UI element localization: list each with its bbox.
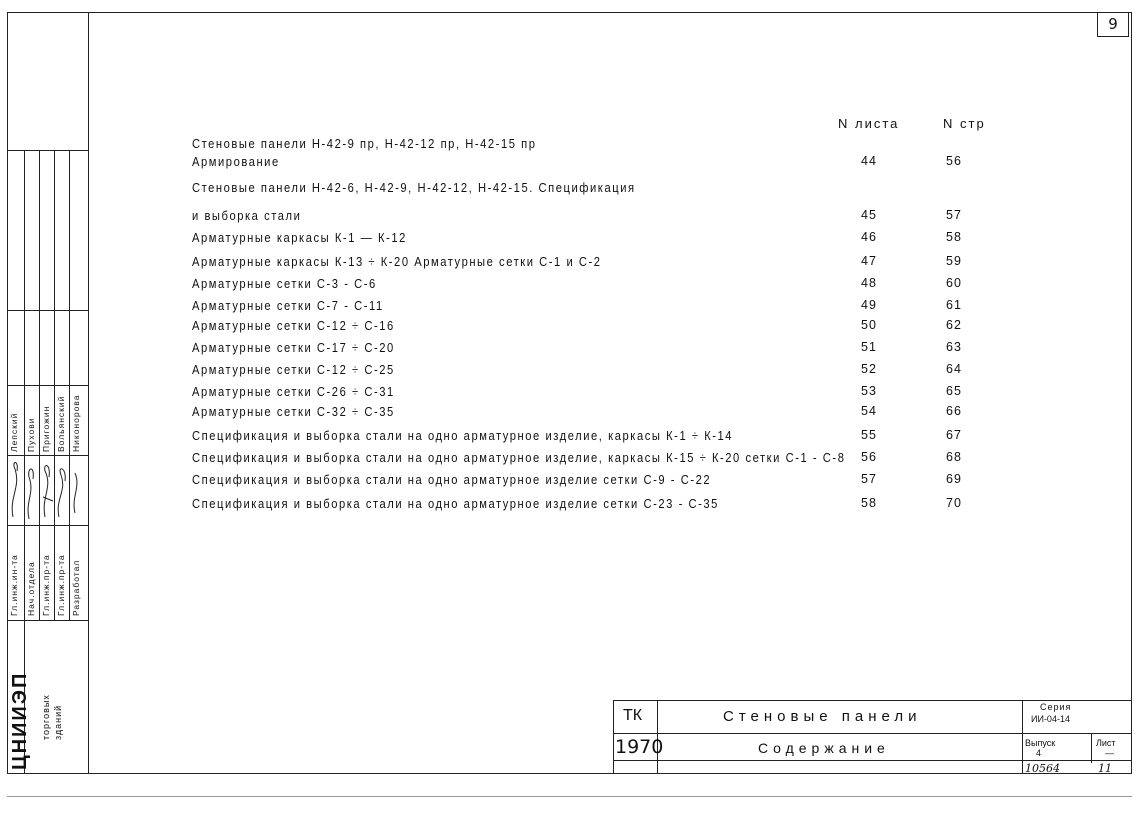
contents-row-sheet: 51 <box>861 340 877 354</box>
contents-row-title: Спецификация и выборка стали на одно арматурное изделие, каркасы К-1 ÷ К-14 <box>192 428 734 443</box>
issue-label: Выпуск <box>1025 738 1056 748</box>
contents-row-title: Арматурные сетки С-17 ÷ С-20 <box>192 340 395 355</box>
contents-row-sheet: 45 <box>861 208 877 222</box>
contents-row-page: 69 <box>946 472 962 486</box>
contents-row-title: Стеновые панели Н-42-9 пр, Н-42-12 пр, Н-42-15 пр <box>192 136 537 151</box>
contents-row-title: Арматурные сетки С-32 ÷ С-35 <box>192 404 395 419</box>
contents-row-page: 59 <box>946 254 962 268</box>
stamp-role-1: Гл.инж.ин-та <box>9 554 19 616</box>
stamp-role-2: Нач.отдела <box>26 561 36 616</box>
contents-row-sheet: 58 <box>861 496 877 510</box>
contents-row-sheet: 47 <box>861 254 877 268</box>
contents-row-title: Спецификация и выборка стали на одно арматурное изделие, каркасы К-15 ÷ К-20 сетки С-1 - С-8 <box>192 450 846 465</box>
contents-row-title: Армирование <box>192 154 280 169</box>
contents-row <box>192 362 966 382</box>
contents-row-sheet: 50 <box>861 318 877 332</box>
contents-row <box>192 428 966 448</box>
contents-row <box>192 404 966 424</box>
signatures <box>7 457 88 523</box>
stamp-role-3: Гл.инж.пр-та <box>41 554 51 616</box>
contents-row <box>192 276 966 296</box>
contents-row-page: 62 <box>946 318 962 332</box>
bottom-trim-line <box>7 796 1132 797</box>
contents-row-sheet: 44 <box>861 154 877 168</box>
org-sub-2: зданий <box>53 704 63 740</box>
contents-row-sheet: 52 <box>861 362 877 376</box>
list-label: Лист <box>1096 738 1116 748</box>
page-column-header: N стр <box>943 116 986 131</box>
stamp-name-2: Пухови <box>26 417 36 452</box>
contents-row-page: 70 <box>946 496 962 510</box>
contents-row-sheet: 49 <box>861 298 877 312</box>
contents-row <box>192 472 966 492</box>
contents-row-sheet: 48 <box>861 276 877 290</box>
drawing-title: Стеновые панели <box>723 708 922 725</box>
list-value: — <box>1105 748 1114 758</box>
contents-row <box>192 450 966 470</box>
stamp-name-4: Вольянский <box>56 395 66 452</box>
stamp-name-5: Никонорова <box>71 394 81 452</box>
contents-row-page: 58 <box>946 230 962 244</box>
contents-row-page: 67 <box>946 428 962 442</box>
org-name: ЦНИИЭП <box>9 671 31 770</box>
contents-row-title: Арматурные каркасы К-1 — К-12 <box>192 230 407 245</box>
stamp-role-4: Гл.инж.пр-та <box>56 554 66 616</box>
contents-row-title: Арматурные каркасы К-13 ÷ К-20 Арматурные сетки С-1 и С-2 <box>192 254 602 269</box>
contents-row-title: Арматурные сетки С-3 - С-6 <box>192 276 377 291</box>
contents-row-sheet: 55 <box>861 428 877 442</box>
org-sub-1: торговых <box>41 694 51 740</box>
series-label: Серия <box>1040 702 1072 712</box>
contents-row-sheet: 57 <box>861 472 877 486</box>
contents-row-title: Арматурные сетки С-26 ÷ С-31 <box>192 384 395 399</box>
contents-row <box>192 180 966 200</box>
contents-row <box>192 254 966 274</box>
approval-stamp <box>7 150 88 774</box>
binding-margin-line <box>88 12 89 774</box>
contents-row-title: Арматурные сетки С-12 ÷ С-25 <box>192 362 395 377</box>
contents-row-page: 57 <box>946 208 962 222</box>
sheet-number: 9 <box>1097 12 1129 37</box>
contents-row-page: 65 <box>946 384 962 398</box>
stamp-name-3: Пригожин <box>41 405 51 452</box>
contents-row <box>192 340 966 360</box>
contents-row-title: Спецификация и выборка стали на одно арматурное изделие сетки С-9 - С-22 <box>192 472 712 487</box>
contents-row-title: и выборка стали <box>192 208 302 223</box>
contents-row-page: 66 <box>946 404 962 418</box>
contents-row-page: 64 <box>946 362 962 376</box>
contents-row-page: 56 <box>946 154 962 168</box>
contents-row-page: 61 <box>946 298 962 312</box>
contents-row <box>192 298 966 318</box>
contents-row <box>192 230 966 250</box>
contents-row <box>192 384 966 404</box>
contents-row-title: Стеновые панели Н-42-6, Н-42-9, Н-42-12, Н-42-15. Спецификация <box>192 180 636 195</box>
contents-row-sheet: 46 <box>861 230 877 244</box>
contents-row-title: Арматурные сетки С-7 - С-11 <box>192 298 384 313</box>
contents-row <box>192 496 966 516</box>
contents-row <box>192 318 966 338</box>
inventory-page: 11 <box>1098 762 1112 775</box>
contents-row <box>192 136 966 156</box>
contents-row <box>192 154 966 174</box>
contents-row-page: 60 <box>946 276 962 290</box>
sheet-column-header: N листа <box>838 116 900 131</box>
series-value: ИИ-04-14 <box>1031 714 1070 724</box>
tk-label: ТК <box>623 707 643 724</box>
stamp-name-1: Лепский <box>9 412 19 452</box>
drawing-subtitle: Содержание <box>758 740 890 756</box>
contents-row-sheet: 54 <box>861 404 877 418</box>
contents-row-title: Спецификация и выборка стали на одно арматурное изделие сетки С-23 - С-35 <box>192 496 719 511</box>
stamp-role-5: Разработал <box>71 559 81 616</box>
year: 1970 <box>615 736 664 758</box>
contents-row <box>192 208 966 228</box>
issue-value: 4 <box>1036 748 1042 758</box>
inventory-number: 10564 <box>1025 762 1060 775</box>
contents-row-sheet: 56 <box>861 450 877 464</box>
contents-row-title: Арматурные сетки С-12 ÷ С-16 <box>192 318 395 333</box>
contents-row-page: 68 <box>946 450 962 464</box>
contents-row-page: 63 <box>946 340 962 354</box>
contents-row-sheet: 53 <box>861 384 877 398</box>
